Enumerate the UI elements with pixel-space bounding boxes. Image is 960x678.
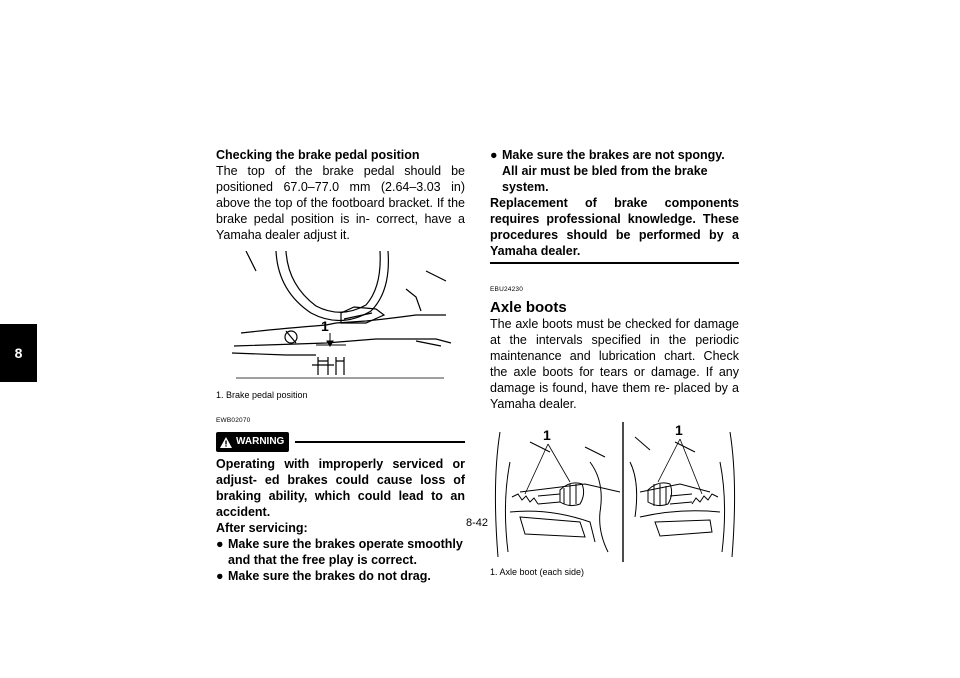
chapter-tab (0, 324, 37, 382)
brake-pedal-figure (216, 251, 465, 379)
bullet-icon: ● (490, 148, 498, 162)
axle-boot-illustration (490, 422, 739, 562)
chapter-tab-label: 8 (14, 345, 23, 361)
brake-pedal-body: The top of the brake pedal should be positioned 67.0–77.0 mm (2.64–3.03 in) above the top of the footboard bracket. If the brake pedal position is in- correct, have a Yamaha dealer adjust it. (216, 164, 465, 242)
warning-text: Operating with improperly serviced or adjust- ed brakes could cause loss of braking ability, which could lead to an accident. (216, 457, 465, 519)
page-number: 8-42 (466, 517, 489, 529)
after-servicing: After servicing: (216, 521, 308, 535)
warning-badge (216, 432, 289, 452)
warning-triangle-icon (220, 437, 232, 448)
bullet-icon: ● (216, 537, 224, 551)
axle-boot-figure (490, 422, 739, 562)
section-code: EBU24230 (490, 286, 524, 293)
bullet-icon: ● (216, 569, 224, 583)
warning-rule (295, 441, 465, 443)
left-column (216, 147, 465, 584)
figure-callout-1: 1 (543, 427, 551, 443)
notice-rule (490, 262, 739, 264)
figure-callout-1: 1 (675, 422, 683, 438)
brake-pedal-illustration (216, 251, 465, 379)
list-item: ● Make sure the brakes operate smoothly and that the free play is correct. (216, 537, 463, 567)
axle-boot-caption: 1. Axle boot (each side) (490, 567, 585, 577)
brake-pedal-heading: Checking the brake pedal position (216, 148, 420, 162)
notice-text: Replacement of brake components requires professional knowledge. These procedures should be performed by a Yamaha dealer. (490, 196, 739, 258)
warning-label: WARNING (236, 436, 285, 447)
axle-boots-body: The axle boots must be checked for damage at the intervals specified in the periodic maintenance and lubrication chart. Check the axle boots for tears or damage. If any damage is found, have them re- placed by a Yamaha dealer. (490, 317, 739, 411)
warning-code: EWB02070 (216, 417, 251, 424)
figure-callout-1: 1 (321, 318, 329, 334)
list-item: ● Make sure the brakes are not spongy. All air must be bled from the brake system. (490, 148, 725, 194)
warning-header (216, 432, 465, 452)
list-item: ● Make sure the brakes do not drag. (216, 569, 431, 583)
section-title: Axle boots (490, 299, 567, 316)
right-column (490, 147, 739, 580)
brake-pedal-caption: 1. Brake pedal position (216, 390, 308, 400)
